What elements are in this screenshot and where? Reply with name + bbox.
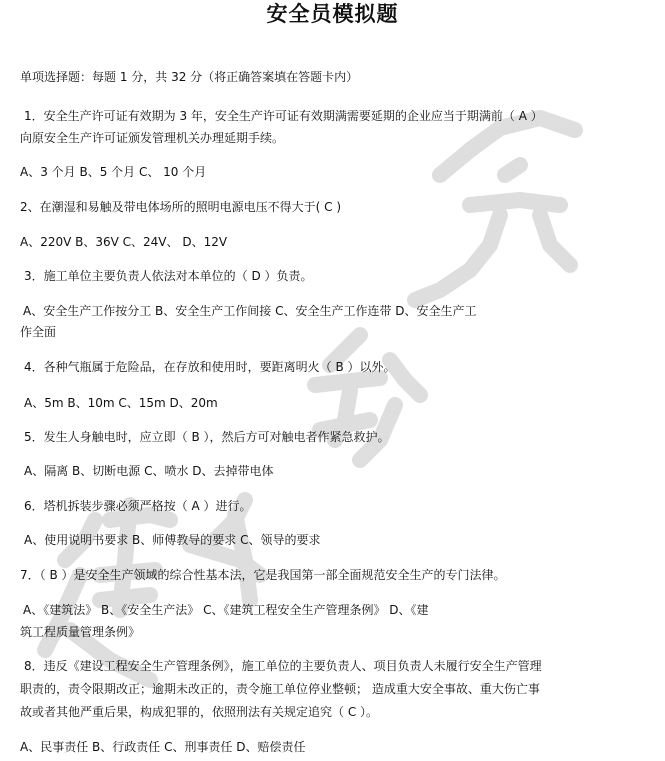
question-5-stem: 5．发生人身触电时，应立即（ B ），然后方可对触电者作紧急救护。	[24, 430, 390, 444]
question-7-options-line-1: A、《建筑法》 B、《安全生产法》 C、《建筑工程安全生产管理条例》 D、《建	[23, 603, 429, 617]
question-3-options-line-2: 作全面	[20, 325, 57, 339]
question-7-stem: 7．（ B ）是安全生产领域的综合性基本法，它是我国第一部全面规范安全生产的专门法律。	[20, 568, 506, 582]
question-4-options: A、5m B、10m C、15m D、20m	[24, 396, 218, 410]
question-8-stem-line-3: 故或者其他严重后果，构成犯罪的，依照刑法有关规定追究（ C ）。	[20, 705, 379, 719]
question-4-stem: 4．各种气瓶属于危险品，在存放和使用时，要距离明火（ B ）以外。	[24, 360, 396, 374]
question-1-options: A、3 个月 B、5 个月 C、 10 个月	[20, 165, 207, 179]
question-7-options-line-2: 筑工程质量管理条例》	[20, 625, 141, 639]
question-5-options: A、隔离 B、切断电源 C、喷水 D、去掉带电体	[24, 464, 274, 478]
question-8-stem-line-1: 8．违反《建设工程安全生产管理条例》，施工单位的主要负责人、项目负责人未履行安全生产管理	[24, 659, 542, 673]
page-title: 安全员模拟题	[266, 1, 399, 26]
question-6-options: A、使用说明书要求 B、师傅教导的要求 C、领导的要求	[24, 533, 321, 547]
question-1-stem-line-1: 1．安全生产许可证有效期为 3 年，安全生产许可证有效期满需要延期的企业应当于期满前（ A ）	[24, 109, 543, 123]
question-2-stem: 2、在潮湿和易触及带电体场所的照明电源电压不得大于( C )	[20, 200, 342, 214]
question-3-options-line-1: A、安全生产工作按分工 B、安全生产工作间接 C、安全生产工作连带 D、安全生产工	[23, 304, 477, 318]
question-8-options: A、民事责任 B、行政责任 C、刑事责任 D、赔偿责任	[20, 740, 306, 754]
question-3-stem: 3．施工单位主要负责人依法对本单位的（ D ）负责。	[24, 269, 313, 283]
question-1-stem-line-2: 向原安全生产许可证颁发管理机关办理延期手续。	[20, 131, 285, 145]
question-2-options: A、220V B、36V C、24V、 D、12V	[20, 235, 228, 249]
question-8-stem-line-2: 职责的，责令限期改正；逾期未改正的，责令施工单位停业整顿； 造成重大安全事故、重大伤亡事	[20, 682, 540, 696]
instructions: 单项选择题：每题 1 分，共 32 分（将正确答案填在答题卡内）	[20, 70, 359, 84]
question-6-stem: 6．塔机拆装步骤必须严格按（ A ）进行。	[24, 499, 252, 513]
